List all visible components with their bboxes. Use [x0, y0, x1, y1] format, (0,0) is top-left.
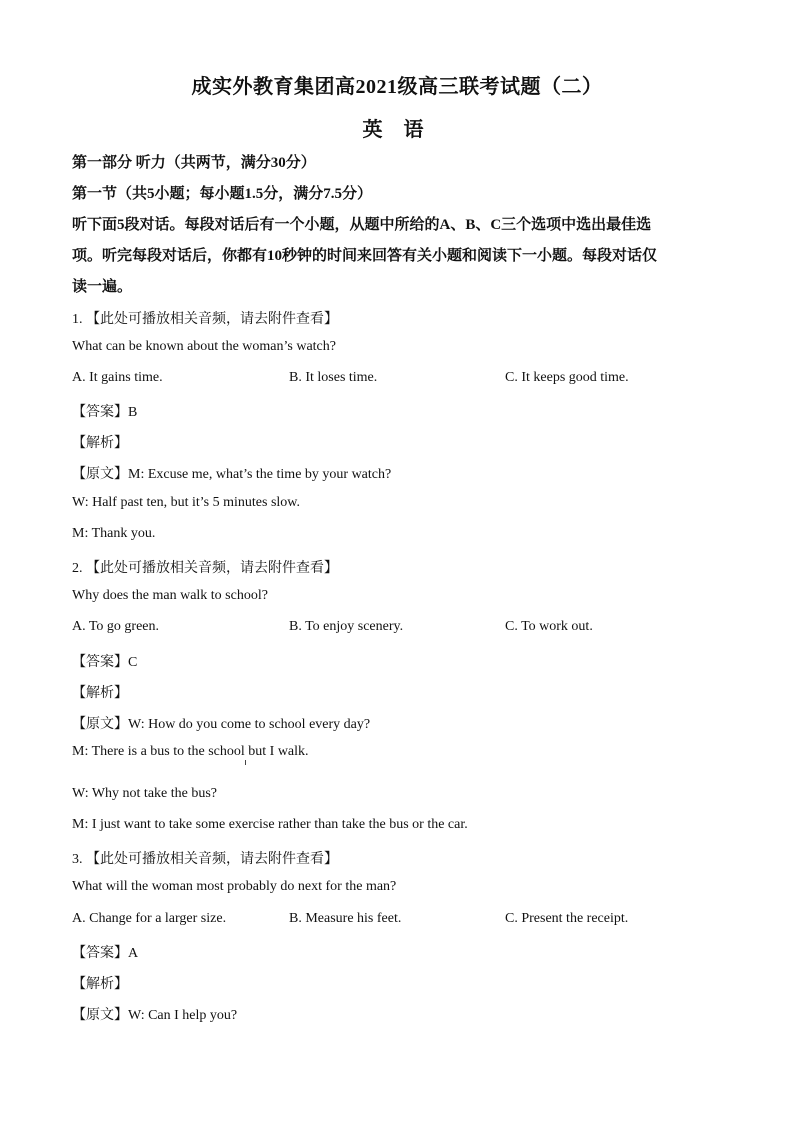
- q2-transcript-1: 【原文】W: How do you come to school every day?: [72, 717, 371, 732]
- q3-option-c: C. Present the receipt.: [505, 911, 629, 926]
- section-heading: 第一部分 听力（共两节，满分30分）: [72, 155, 316, 171]
- comma-mark: [245, 760, 246, 765]
- part-heading: 第一节（共5小题；每小题1.5分，满分7.5分）: [72, 186, 373, 202]
- instruction-line-3: 读一遍。: [72, 279, 133, 295]
- q1-header[interactable]: 1. 【此处可播放相关音频，请去附件查看】: [72, 312, 338, 327]
- q2-option-b: B. To enjoy scenery.: [289, 619, 404, 634]
- subject-title: 英 语: [362, 119, 432, 141]
- q3-transcript-1: 【原文】W: Can I help you?: [72, 1008, 238, 1023]
- q2-option-c: C. To work out.: [505, 619, 593, 634]
- q3-analysis: 【解析】: [72, 977, 128, 992]
- q1-analysis: 【解析】: [72, 436, 128, 451]
- q3-answer: 【答案】A: [72, 946, 139, 961]
- q1-transcript-1: 【原文】M: Excuse me, what’s the time by your watch?: [72, 467, 392, 482]
- q1-transcript-3: M: Thank you.: [72, 526, 156, 541]
- exam-title: 成实外教育集团高2021级高三联考试题（二）: [191, 76, 603, 98]
- q2-answer: 【答案】C: [72, 655, 138, 670]
- q1-option-a: A. It gains time.: [72, 370, 163, 385]
- q2-transcript-3: W: Why not take the bus?: [72, 786, 218, 801]
- q1-answer: 【答案】B: [72, 405, 138, 420]
- q2-transcript-4: M: I just want to take some exercise rather than take the bus or the car.: [72, 817, 468, 832]
- q2-transcript-2: M: There is a bus to the school but I walk.: [72, 744, 309, 759]
- q3-question: What will the woman most probably do next for the man?: [72, 879, 397, 894]
- q2-analysis: 【解析】: [72, 686, 128, 701]
- instruction-line-1: 听下面5段对话。每段对话后有一个小题，从题中所给的A、B、C三个选项中选出最佳选: [72, 217, 652, 233]
- instruction-line-2: 项。听完每段对话后，你都有10秒钟的时间来回答有关小题和阅读下一小题。每段对话仅: [72, 248, 658, 264]
- q1-transcript-2: W: Half past ten, but it’s 5 minutes slow.: [72, 495, 300, 510]
- q3-header[interactable]: 3. 【此处可播放相关音频，请去附件查看】: [72, 852, 338, 867]
- q2-option-a: A. To go green.: [72, 619, 160, 634]
- q1-option-c: C. It keeps good time.: [505, 370, 629, 385]
- q2-header[interactable]: 2. 【此处可播放相关音频，请去附件查看】: [72, 561, 338, 576]
- q3-option-b: B. Measure his feet.: [289, 911, 402, 926]
- q2-question: Why does the man walk to school?: [72, 588, 268, 603]
- q3-option-a: A. Change for a larger size.: [72, 911, 227, 926]
- q1-option-b: B. It loses time.: [289, 370, 378, 385]
- q1-question: What can be known about the woman’s watch?: [72, 339, 336, 354]
